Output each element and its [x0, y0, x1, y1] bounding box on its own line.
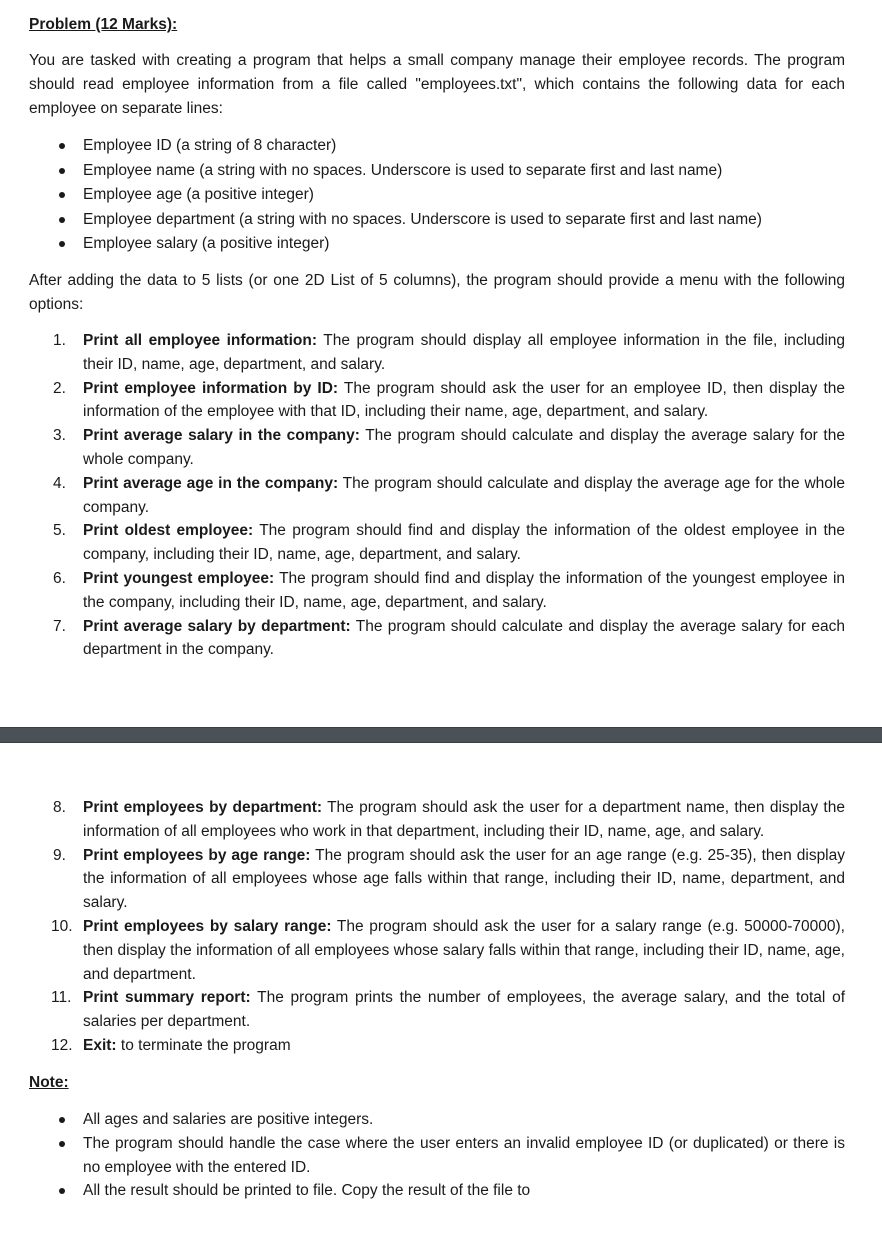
- menu-options-list-2: [29, 796, 845, 1058]
- option-title: Print employees by salary range:: [83, 917, 332, 935]
- menu-intro-paragraph: [29, 269, 845, 317]
- document-page-2: [0, 743, 882, 1245]
- option-title: Print all employee information:: [83, 332, 317, 349]
- menu-option: [29, 377, 845, 425]
- option-description: to terminate the program: [116, 1036, 291, 1054]
- option-description: The program should ask the user for a salary range (e.g. 50000-70000), then display the information of all employees whose salary falls within that range, including their ID, name, age, and department.: [83, 917, 845, 983]
- note-item-text: All ages and salaries are positive integers.: [83, 1111, 374, 1128]
- note-heading: Note:: [29, 1074, 69, 1091]
- employee-field-item: [29, 159, 845, 184]
- employee-field-item-text: Employee name (a string with no spaces. Underscore is used to separate first and last name): [83, 161, 723, 179]
- bullet-dot: [59, 1117, 65, 1123]
- bullet-dot: [59, 168, 65, 174]
- intro-text: You are tasked with creating a program that helps a small company manage their employee records. The program should read employee information from a file called "employees.txt", which contains the following data for each employee on separate lines:: [29, 52, 845, 117]
- menu-options-list-1: [29, 329, 845, 662]
- option-title: Print employees by department:: [83, 799, 323, 816]
- option-title: Print average salary in the company:: [83, 427, 360, 445]
- option-title: Print employee information by ID:: [83, 379, 339, 397]
- employee-field-item-text: Employee age (a positive integer): [83, 186, 314, 204]
- note-item: [29, 1108, 845, 1132]
- option-number: 11.: [51, 989, 72, 1007]
- menu-option: [29, 915, 845, 986]
- menu-option: [29, 1034, 845, 1058]
- option-number: 9.: [53, 846, 66, 864]
- menu-option: [29, 796, 845, 844]
- note-item-text: The program should handle the case where the user enters an invalid employee ID (or duplicated) or there is no employee with the entered ID.: [83, 1134, 845, 1176]
- bullet-dot: [59, 1188, 65, 1194]
- option-description: The program should calculate and display the average salary for each department in the company.: [83, 617, 845, 659]
- menu-intro-text: After adding the data to 5 lists (or one 2D List of 5 columns), the program should provide a menu with the following options:: [29, 272, 845, 313]
- option-description: The program should ask the user for a department name, then display the information of all employees who work in that department, including their ID, name, age, and salary.: [83, 799, 845, 840]
- employee-fields-list: [29, 134, 845, 257]
- bullet-dot: [59, 1141, 65, 1147]
- employee-field-item-text: Employee salary (a positive integer): [83, 235, 330, 253]
- option-title: Print summary report:: [83, 989, 251, 1007]
- menu-option: [29, 519, 845, 567]
- employee-field-item: [29, 183, 845, 208]
- option-number: 10.: [51, 917, 73, 935]
- menu-option: [29, 844, 845, 915]
- option-description: The program should ask the user for an employee ID, then display the information of the employee with that ID, including their name, age, department, and salary.: [83, 379, 846, 421]
- menu-option: [29, 472, 845, 520]
- option-number: 5.: [53, 522, 66, 540]
- menu-option: [29, 329, 845, 377]
- bullet-dot: [59, 143, 65, 149]
- bullet-dot: [59, 217, 65, 223]
- option-description: The program should display all employee information in the file, including their ID, name, age, department, and salary.: [83, 332, 846, 373]
- option-number: 12.: [51, 1036, 73, 1054]
- option-number: 6.: [53, 569, 66, 587]
- option-title: Print employees by age range:: [83, 846, 311, 864]
- option-title: Print youngest employee:: [83, 569, 275, 587]
- option-number: 3.: [53, 427, 66, 445]
- intro-paragraph: [29, 49, 845, 121]
- menu-option: [29, 424, 845, 472]
- option-number: 8.: [53, 799, 66, 816]
- menu-option: [29, 567, 845, 615]
- option-description: The program should calculate and display the average age for the whole company.: [83, 474, 845, 516]
- option-title: Print average salary by department:: [83, 617, 351, 635]
- option-number: 7.: [53, 617, 66, 635]
- bullet-dot: [59, 241, 65, 247]
- note-item: [29, 1132, 845, 1180]
- notes-list: [29, 1108, 845, 1203]
- menu-option: [29, 615, 845, 663]
- problem-heading: Problem (12 Marks):: [29, 16, 178, 33]
- option-number: 4.: [53, 474, 66, 492]
- page-divider: [0, 727, 882, 743]
- option-number: 1.: [53, 332, 66, 349]
- employee-field-item: [29, 208, 845, 233]
- option-description: The program should find and display the information of the youngest employee in the company, including their ID, name, age, department, and salary.: [83, 569, 846, 611]
- option-description: The program should calculate and display the average salary for the whole company.: [83, 427, 845, 468]
- option-description: The program should ask the user for an age range (e.g. 25-35), then display the information of all employees whose age falls within that range, including their ID, name, department, and salary.: [83, 846, 845, 912]
- note-item-text: All the result should be printed to file. Copy the result of the file to: [83, 1182, 531, 1200]
- note-item: [29, 1179, 845, 1203]
- employee-field-item-text: Employee ID (a string of 8 character): [83, 137, 337, 154]
- employee-field-item: [29, 232, 845, 257]
- option-title: Exit:: [83, 1036, 117, 1054]
- option-description: The program should find and display the information of the oldest employee in the company, including their ID, name, age, department, and salary.: [83, 522, 846, 564]
- employee-field-item: [29, 134, 845, 159]
- employee-field-item-text: Employee department (a string with no spaces. Underscore is used to separate first and last name): [83, 210, 762, 228]
- option-number: 2.: [53, 379, 66, 397]
- menu-option: [29, 986, 845, 1034]
- option-title: Print average age in the company:: [83, 474, 339, 492]
- option-title: Print oldest employee:: [83, 522, 254, 540]
- bullet-dot: [59, 192, 65, 198]
- option-description: The program prints the number of employees, the average salary, and the total of salaries per department.: [83, 989, 845, 1031]
